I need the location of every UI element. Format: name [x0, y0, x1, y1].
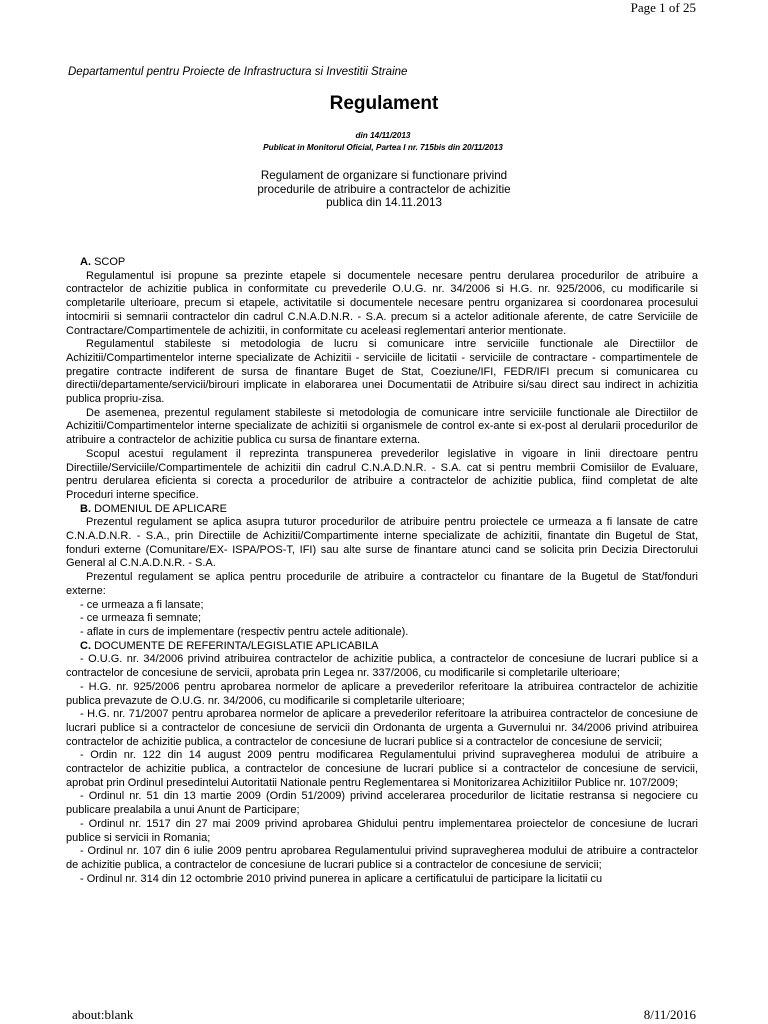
list-item: - Ordinul nr. 1517 din 27 mai 2009 privind aprobarea Ghidului pentru implementarea proiectelor de concesiune de lucrari publice si servicii in Romania;: [66, 817, 698, 844]
list-item: - H.G. nr. 925/2006 pentru aprobarea normelor de aplicare a prevederilor referitoare la atribuirea contractelor de achizitie publica prevazute de O.U.G. nr. 34/2006, cu modificarile si completarile ulterioare;: [66, 680, 698, 707]
paragraph: Prezentul regulament se aplica asupra tuturor procedurilor de atribuire pentru proiectele ce urmeaza a fi lansate de catre C.N.A.D.N.R. - S.A., prin Directiile de Achizitii/Compartimente interne specializate de achizitii, finantate din Bugetul de Stat, fonduri externe (Comunitare/EX- ISPA/POS-T, IFI) sau alte surse de finantare atunci cand se solicita prin Decizia Directorului General al C.N.A.D.N.R. - S.A.: [66, 516, 698, 570]
subtitle-line: Regulament de organizare si functionare privind: [260, 169, 508, 182]
page-indicator: Page 1 of 25: [630, 0, 696, 15]
list-item: - ce urmeaza a fi lansate;: [80, 598, 204, 611]
section-heading-scope-of-application: B. DOMENIUL DE APLICARE: [80, 502, 227, 515]
paragraph: Prezentul regulament se aplica pentru procedurile de atribuire a contractelor cu finantare de la Bugetul de Stat/fonduri externe:: [66, 571, 698, 597]
print-footer-url: about:blank: [72, 1007, 134, 1022]
document-body: [66, 256, 698, 886]
document-title: Regulament: [329, 93, 439, 114]
print-footer-date: 8/11/2016: [643, 1007, 696, 1022]
list-item: - Ordin nr. 122 din 14 august 2009 pentru modificarea Regulamentului privind supravegherea modului de atribuire a contractelor de achizitie publica, a contractelor de concesiune de lucrari publice si a contractelor de concesiune de servicii, aprobat prin Ordinul presedintelui Autoritatii Nationale pentru Reglementarea si Monitorizarea Achizitiilor Publice nr. 107/2009;: [66, 749, 698, 789]
document-date: din 14/11/2013: [355, 131, 411, 140]
list-item: - O.U.G. nr. 34/2006 privind atribuirea contractelor de achizitie publica, a contractelor de concesiune de lucrari publice si a contractelor de concesiune de servicii, aprobata prin Legea nr. 337/2006, cu modificarile si completarile ulterioare;: [66, 653, 698, 680]
list-item: - aflate in curs de implementare (respectiv pentru actele aditionale).: [80, 625, 409, 638]
paragraph: De asemenea, prezentul regulament stabileste si metodologia de comunicare intre serviciile functionale ale Directiilor de Achizitii/Compartimentelor interne specializate de achizitii si organismele de control ex-ante si ex-post al derularii procedurilor de atribuire a contractelor de achizitie publica cu sursa de finantare externa.: [66, 406, 698, 447]
list-item: - ce urmeaza fi semnate;: [80, 612, 202, 625]
list-item: - Ordinul nr. 314 din 12 octombrie 2010 privind punerea in aplicare a certificatului de participare la licitatii cu: [80, 872, 603, 885]
paragraph: Scopul acestui regulament il reprezinta transpunerea prevederilor legislative in vigoare in linii directoare pentru Directiile/Serviciile/Compartimentele de achizitii din cadrul C.N.A.D.N.R. - S.A. cat si pentru membrii Comisiilor de Evaluare, pentru derularea eficienta si corecta a procedurilor de atribuire a contractelor de achizitie publica, fiind completat de alte Proceduri interne specifice.: [66, 447, 698, 501]
list-item: - H.G. nr. 71/2007 pentru aprobarea normelor de aplicare a prevederilor referitoare la atribuirea contractelor de concesiune de lucrari publice si a contractelor de concesiune de servicii din Ordonanta de urgenta a Guvernului nr. 34/2006 privind atribuirea contractelor de achizitie publica, a contractelor de concesiune de lucrari publice si a contractelor de concesiune de servicii;: [66, 708, 698, 748]
list-item: - Ordinul nr. 107 din 6 iulie 2009 pentru aprobarea Regulamentului privind supravegherea modului de atribuire a contractelor de achizitie publica, a contractelor de concesiune de lucrari publice si a contractelor de concesiune de servicii;: [66, 845, 698, 871]
publication-note: Publicat in Monitorul Oficial, Partea I nr. 715bis din 20/11/2013: [263, 143, 503, 152]
section-heading-scope: A. SCOP: [80, 256, 126, 268]
subtitle-line: procedurile de atribuire a contractelor de achizitie: [257, 182, 511, 196]
list-item: - Ordinul nr. 51 din 13 martie 2009 (Ordin 51/2009) privind accelerarea procedurilor de licitatie restransa si negociere cu publicare prealabila a unui Anunt de Participare;: [66, 790, 698, 817]
document-subtitle: [0, 169, 768, 210]
department-header: Departamentul pentru Proiecte de Infrastructura si Investitii Straine: [68, 66, 408, 78]
subtitle-line: publica din 14.11.2013: [326, 196, 442, 209]
paragraph: Regulamentul stabileste si metodologia de lucru si comunicare intre serviciile functionale ale Directiilor de Achizitii/Compartimentelor interne specializate de Achizitii - serviciile de licitatii - serviciile de contractare - compartimentele de pregatire contracte indiferent de sursa de finantare Buget de Stat, Coeziune/IFI, FEDR/IFI precum si comunicarea cu directii/departamente/servicii/birouri implicate in elaborarea unei Documentatii de Atribuire si/sau direct sau indirect in achizitia publica propriu-zisa.: [66, 338, 698, 406]
section-heading-references: C. DOCUMENTE DE REFERINTA/LEGISLATIE APLICABILA: [80, 639, 379, 652]
paragraph: Regulamentul isi propune sa prezinte etapele si documentele necesare pentru derularea procedurilor de atribuire a contractelor de achizitie publica in conformitate cu prevederile O.U.G. nr. 34/2006 si H.G. nr. 925/2006, cu modificarile si completarile ulterioare, precum si etapele, activitatile si documentele necesare pentru organizarea si coordonarea procesului intocmirii si semnarii contractelor din cadrul C.N.A.D.N.R. - S.A. precum si a actelor aditionale aferente, de catre Serviciile de Contractare/Compartimentele de achizitii, in conformitate cu aceleasi reglementari anterior mentionate.: [66, 269, 698, 337]
